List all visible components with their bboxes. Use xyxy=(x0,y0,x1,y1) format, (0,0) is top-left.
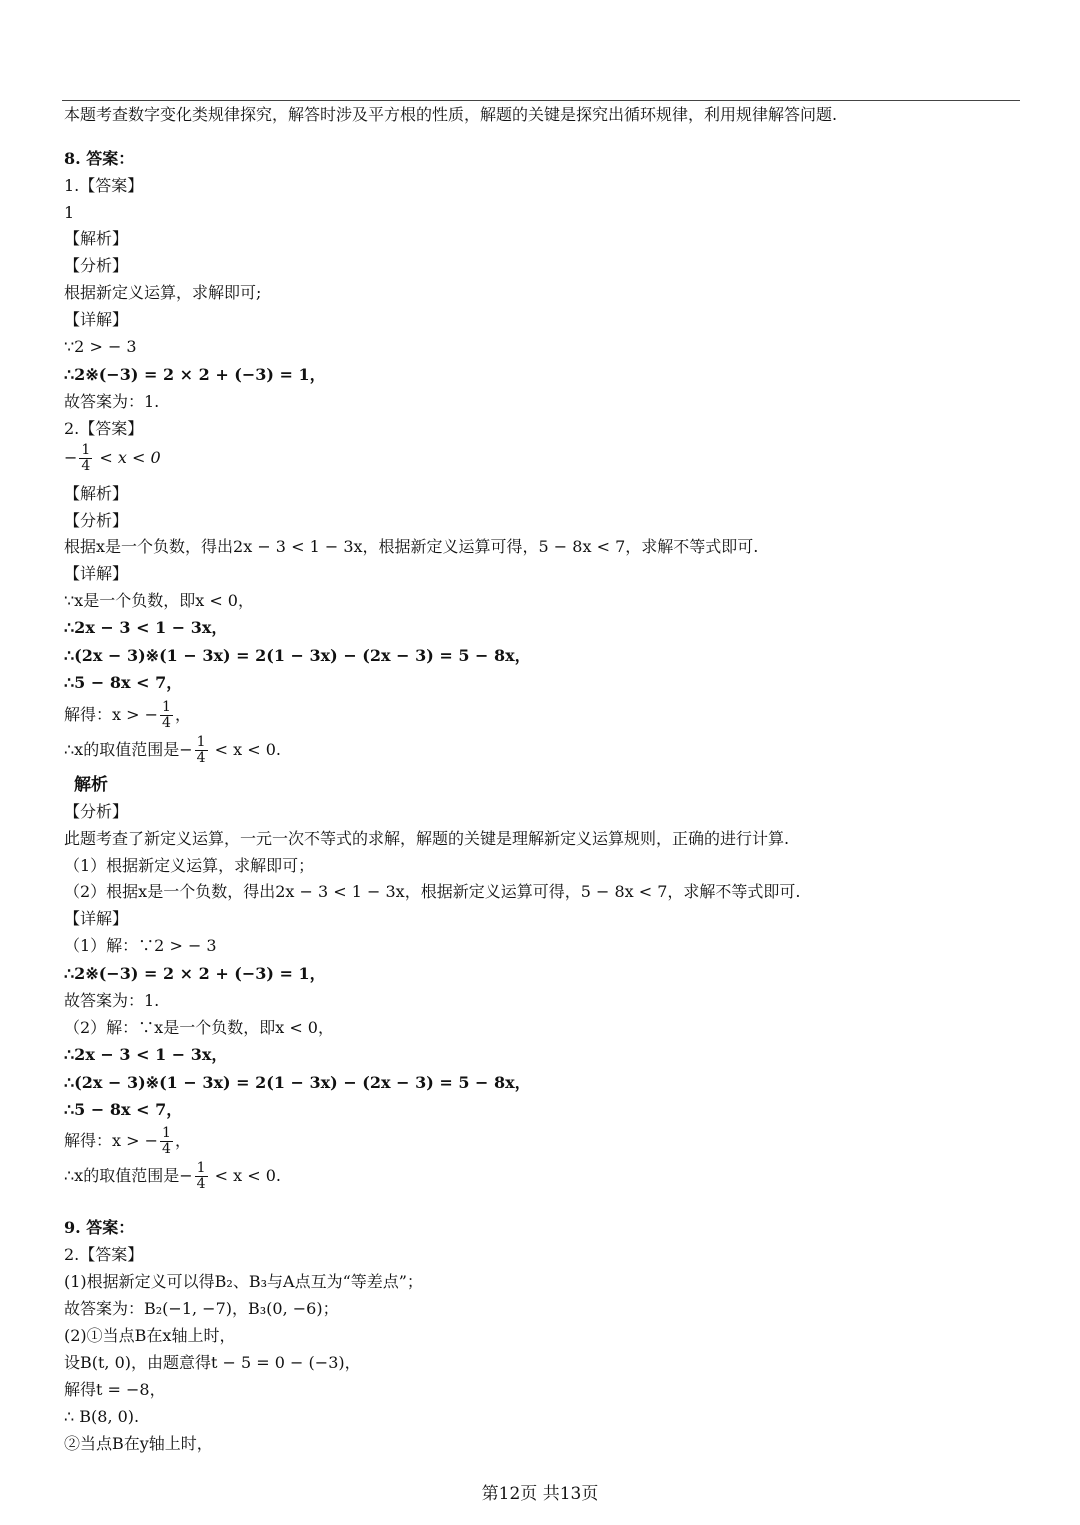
text-line: 根据x是一个负数，得出2x − 3 < 1 − 3x，根据新定义运算可得，5 − 8x < 7，求解不等式即可. xyxy=(64,537,759,556)
fraction: $\frac{1}{4}$ xyxy=(162,1125,171,1157)
text-line: （2）解：∵x是一个负数，即x < 0， xyxy=(64,1018,334,1037)
page-footer: 第12页 共13页 xyxy=(481,1484,599,1504)
math-line: ∴2x − 3 < 1 − 3x， xyxy=(64,618,228,637)
question-8-heading: 8. 答案： xyxy=(64,149,135,168)
math-line: ∴(2x − 3)※(1 − 3x) = 2(1 − 3x) − (2x − 3) = 5 − 8x， xyxy=(64,1073,531,1092)
math-fraction-line: ∴x的取值范围是− $\frac{1}{4}$ < x < 0. xyxy=(64,1160,281,1192)
text-line: （1）根据新定义运算，求解即可； xyxy=(64,856,315,875)
math-line: ∴5 − 8x < 7， xyxy=(64,1100,183,1119)
math-line: ∴2※(−3) = 2 × 2 + (−3) = 1， xyxy=(64,365,326,384)
fraction: $\frac{1}{4}$ xyxy=(162,699,171,731)
text-line: 设B(t, 0)，由题意得t − 5 = 0 − (−3)， xyxy=(64,1353,361,1372)
section-jiexi: 【解析】 xyxy=(64,484,129,503)
math-line: ∴5 − 8x < 7， xyxy=(64,673,183,692)
header-rule xyxy=(62,100,1020,101)
text-line: ∴ B(8, 0). xyxy=(64,1407,140,1426)
section-xiangjie: 【详解】 xyxy=(64,909,129,928)
text-line: 根据新定义运算，求解即可; xyxy=(64,283,262,302)
answer-value: 1 xyxy=(64,203,75,222)
section-jiexi: 【解析】 xyxy=(64,229,129,248)
section-answer-1: 1.【答案】 xyxy=(64,176,144,195)
fraction: $\frac{1}{4}$ xyxy=(196,734,206,766)
math-line: ∴2※(−3) = 2 × 2 + (−3) = 1， xyxy=(64,964,326,983)
text-line: 解得t = −8， xyxy=(64,1380,166,1399)
math-fraction-line: 解得：x > − $\frac{1}{4}$ ， xyxy=(64,699,191,731)
math-fraction-line: ∴x的取值范围是− $\frac{1}{4}$ < x < 0. xyxy=(64,734,281,766)
section-xiangjie: 【详解】 xyxy=(64,564,129,583)
math-line: ∴2x − 3 < 1 − 3x， xyxy=(64,1045,228,1064)
fraction: $\frac{1}{4}$ xyxy=(196,1160,206,1192)
section-fenxi: 【分析】 xyxy=(64,802,129,821)
math-fraction-line: − $\frac{1}{4}$ < x < 0 xyxy=(64,442,161,474)
math-line: ∵2 > − 3 xyxy=(64,337,137,356)
text-line: 本题考查数字变化类规律探究，解答时涉及平方根的性质，解题的关键是探究出循环规律，利用规律解答问题. xyxy=(64,105,838,124)
section-jiexi-bold: 解析 xyxy=(74,775,108,795)
text-line: 此题考查了新定义运算，一元一次不等式的求解，解题的关键是理解新定义运算规则，正确的进行计算. xyxy=(64,829,790,848)
text-line: (1)根据新定义可以得B₂、B₃与A点互为“等差点”； xyxy=(64,1272,423,1291)
text-line: ②当点B在y轴上时， xyxy=(64,1434,213,1453)
text-line: (2)①当点B在x轴上时， xyxy=(64,1326,236,1345)
section-fenxi: 【分析】 xyxy=(64,511,129,530)
section-answer-2: 2.【答案】 xyxy=(64,419,144,438)
section-fenxi: 【分析】 xyxy=(64,256,129,275)
math-line: ∴(2x − 3)※(1 − 3x) = 2(1 − 3x) − (2x − 3) = 5 − 8x， xyxy=(64,646,531,665)
section-xiangjie: 【详解】 xyxy=(64,310,129,329)
fraction: $\frac{1}{4}$ xyxy=(81,442,91,474)
text-line: 故答案为：1. xyxy=(64,392,160,411)
section-answer: 2.【答案】 xyxy=(64,1245,144,1264)
question-9-heading: 9. 答案： xyxy=(64,1218,135,1237)
text-line: 故答案为：1. xyxy=(64,991,160,1010)
text-line: ∵x是一个负数，即x < 0， xyxy=(64,591,254,610)
text-line: 故答案为：B₂(−1, −7)，B₃(0, −6)； xyxy=(64,1299,339,1318)
math-fraction-line: 解得：x > − $\frac{1}{4}$ ， xyxy=(64,1125,191,1157)
text-line: （2）根据x是一个负数，得出2x − 3 < 1 − 3x，根据新定义运算可得，5 − 8x < 7，求解不等式即可. xyxy=(64,882,801,901)
math-line: （1）解：∵2 > − 3 xyxy=(64,936,217,955)
